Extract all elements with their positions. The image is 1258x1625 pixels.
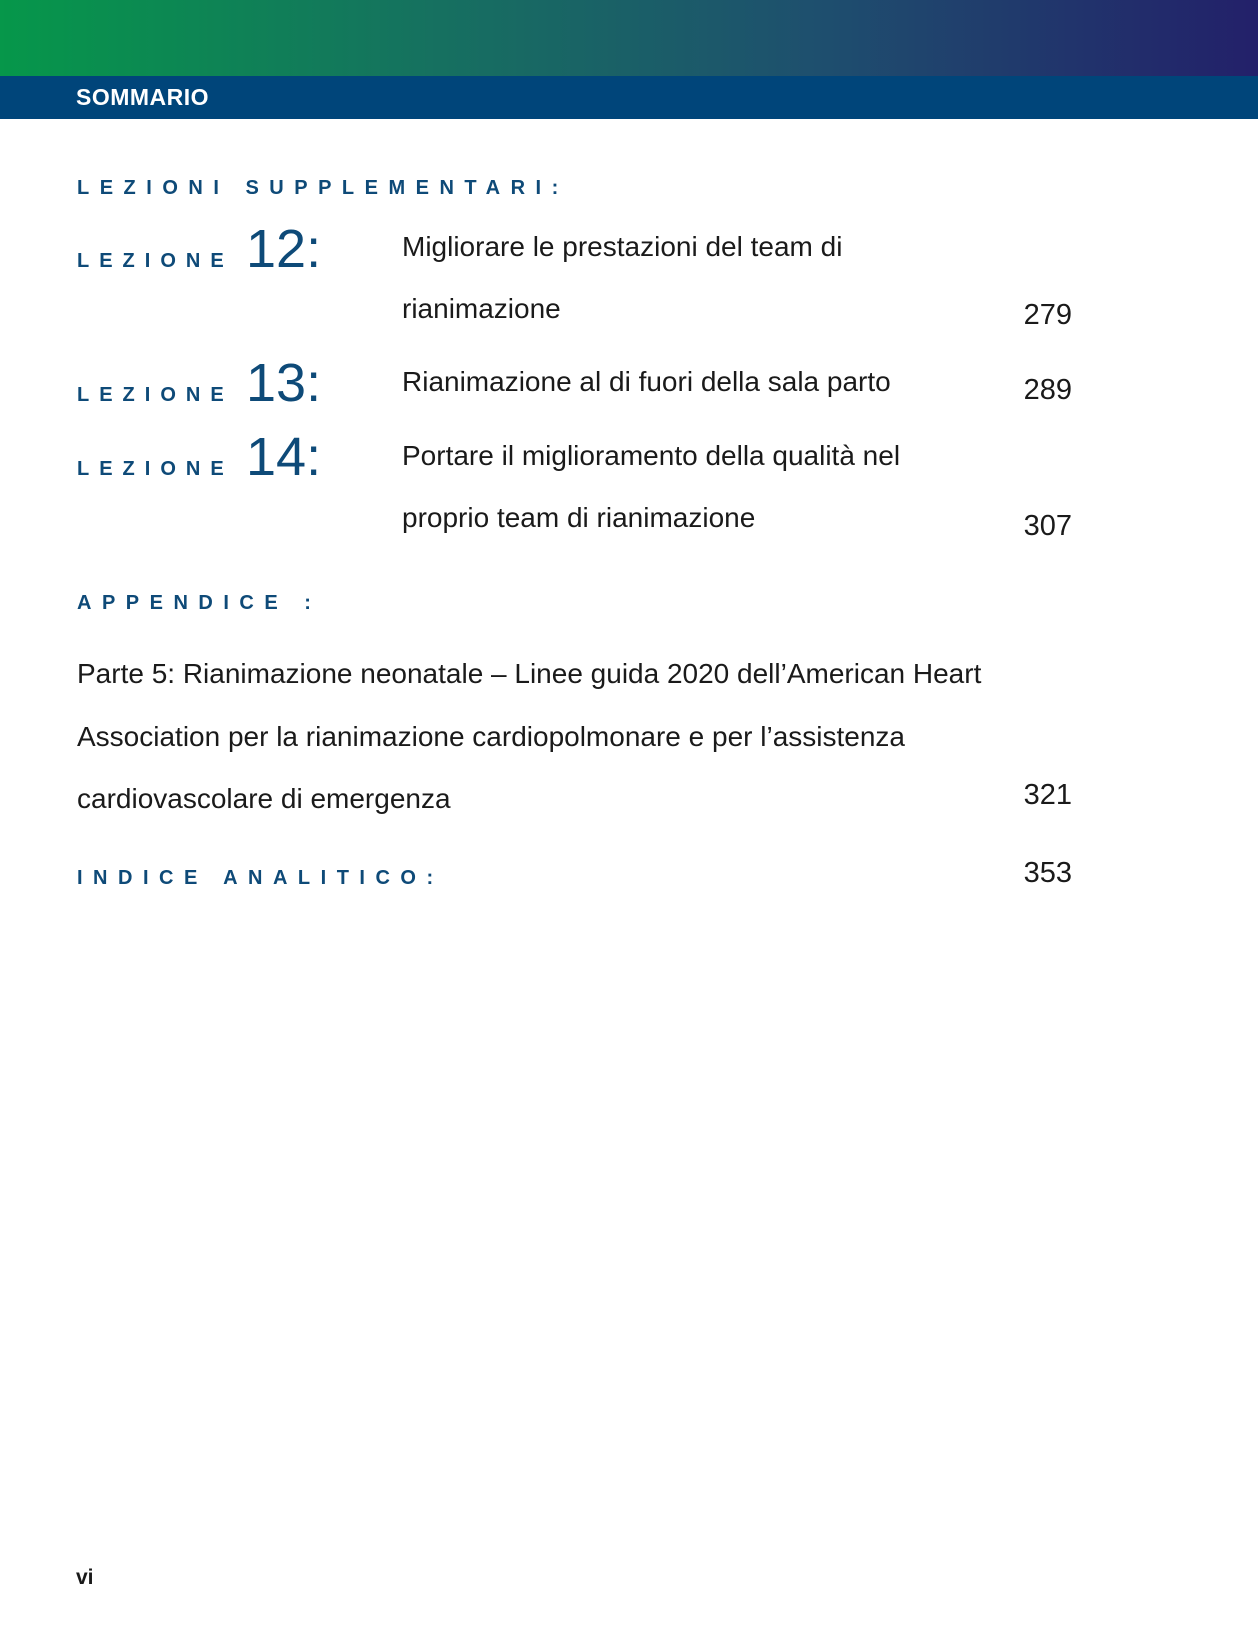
lesson-number: 13: [246, 353, 322, 413]
lesson-label: LEZIONE [77, 458, 234, 480]
lesson-title: Portare il miglioramento della qualità nel proprio team di rianimazione [402, 440, 901, 533]
lesson-label: LEZIONE [77, 250, 234, 272]
page-number: 289 [1023, 374, 1072, 406]
lesson-number: 12: [246, 219, 322, 279]
appendix-entry-text[interactable]: Parte 5: Rianimazione neonatale – Linee guida 2020 dell’American Heart Association per la rianimazione cardiopolmonare e per l’assistenza cardiovascolare di emergenza [77, 658, 982, 814]
page-number: 279 [1023, 299, 1072, 331]
appendix-page-number: 321 [1023, 779, 1072, 811]
appendix-heading: APPENDICE : [77, 592, 322, 614]
page-folio: vi [76, 1566, 94, 1589]
page-number: 307 [1023, 510, 1072, 542]
supplementary-lessons-heading: LEZIONI SUPPLEMENTARI: [77, 177, 569, 199]
lesson-label: LEZIONE [77, 384, 234, 406]
index-page-number: 353 [1023, 857, 1072, 889]
section-title-bar [0, 76, 1258, 119]
header-gradient-band [0, 0, 1258, 76]
lesson-title: Migliorare le prestazioni del team di rianimazione [402, 231, 843, 324]
section-title: SOMMARIO [76, 84, 210, 110]
lesson-title: Rianimazione al di fuori della sala parto [402, 366, 891, 397]
index-heading[interactable]: INDICE ANALITICO: [77, 867, 444, 889]
lesson-number: 14: [246, 427, 322, 487]
